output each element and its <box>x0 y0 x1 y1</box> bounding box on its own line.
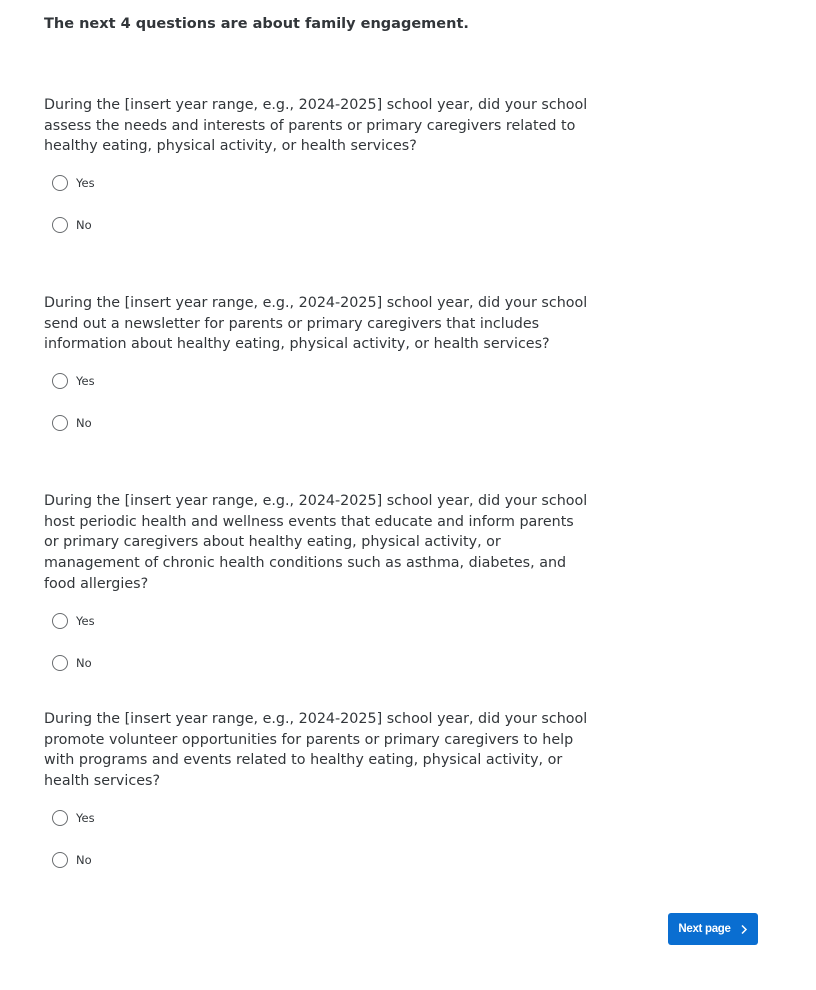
question-text: During the [insert year range, e.g., 2024-2025] school year, did your school promote volunteer opportunities for parents or primary caregivers to help with programs and events related to healthy eating, physical activity, or health services? <box>44 711 588 790</box>
question-text: During the [insert year range, e.g., 2024-2025] school year, did your school host periodic health and wellness events that educate and inform parents or primary caregivers about healthy eating, physical activity, or management of chronic health conditions such as asthma, diabetes, and food allergies? <box>44 493 588 592</box>
option-label: Yes <box>76 374 95 389</box>
q3-option-no[interactable] <box>52 653 589 673</box>
option-label: No <box>76 655 92 670</box>
option-label: No <box>76 218 92 233</box>
chevron-right-icon <box>740 924 748 935</box>
radio-button[interactable] <box>52 810 68 826</box>
option-label: Yes <box>76 810 95 825</box>
radio-button[interactable] <box>52 175 68 191</box>
radio-button[interactable] <box>52 217 68 233</box>
option-label: No <box>76 852 92 867</box>
question-4 <box>44 709 589 870</box>
next-page-button[interactable] <box>668 913 758 945</box>
radio-button[interactable] <box>52 613 68 629</box>
radio-button[interactable] <box>52 655 68 671</box>
question-1 <box>44 95 589 235</box>
question-text: During the [insert year range, e.g., 2024-2025] school year, did your school assess the needs and interests of parents or primary caregivers related to healthy eating, physical activity, or health services? <box>44 97 588 155</box>
radio-button[interactable] <box>52 852 68 868</box>
q1-option-no[interactable] <box>52 215 589 235</box>
option-label: Yes <box>76 613 95 628</box>
question-2 <box>44 293 589 433</box>
question-text: During the [insert year range, e.g., 2024-2025] school year, did your school send out a newsletter for parents or primary caregivers that includes information about healthy eating, physical activity, or health services? <box>44 295 588 353</box>
q2-option-no[interactable] <box>52 413 589 433</box>
q2-option-yes[interactable] <box>52 371 589 391</box>
next-page-label: Next page <box>678 923 731 935</box>
option-label: No <box>76 416 92 431</box>
question-3 <box>44 491 589 673</box>
q3-option-yes[interactable] <box>52 611 589 631</box>
section-intro-heading: The next 4 questions are about family engagement. <box>44 16 469 32</box>
radio-button[interactable] <box>52 415 68 431</box>
radio-button[interactable] <box>52 373 68 389</box>
q4-option-yes[interactable] <box>52 808 589 828</box>
q1-option-yes[interactable] <box>52 173 589 193</box>
q4-option-no[interactable] <box>52 850 589 870</box>
option-label: Yes <box>76 176 95 191</box>
